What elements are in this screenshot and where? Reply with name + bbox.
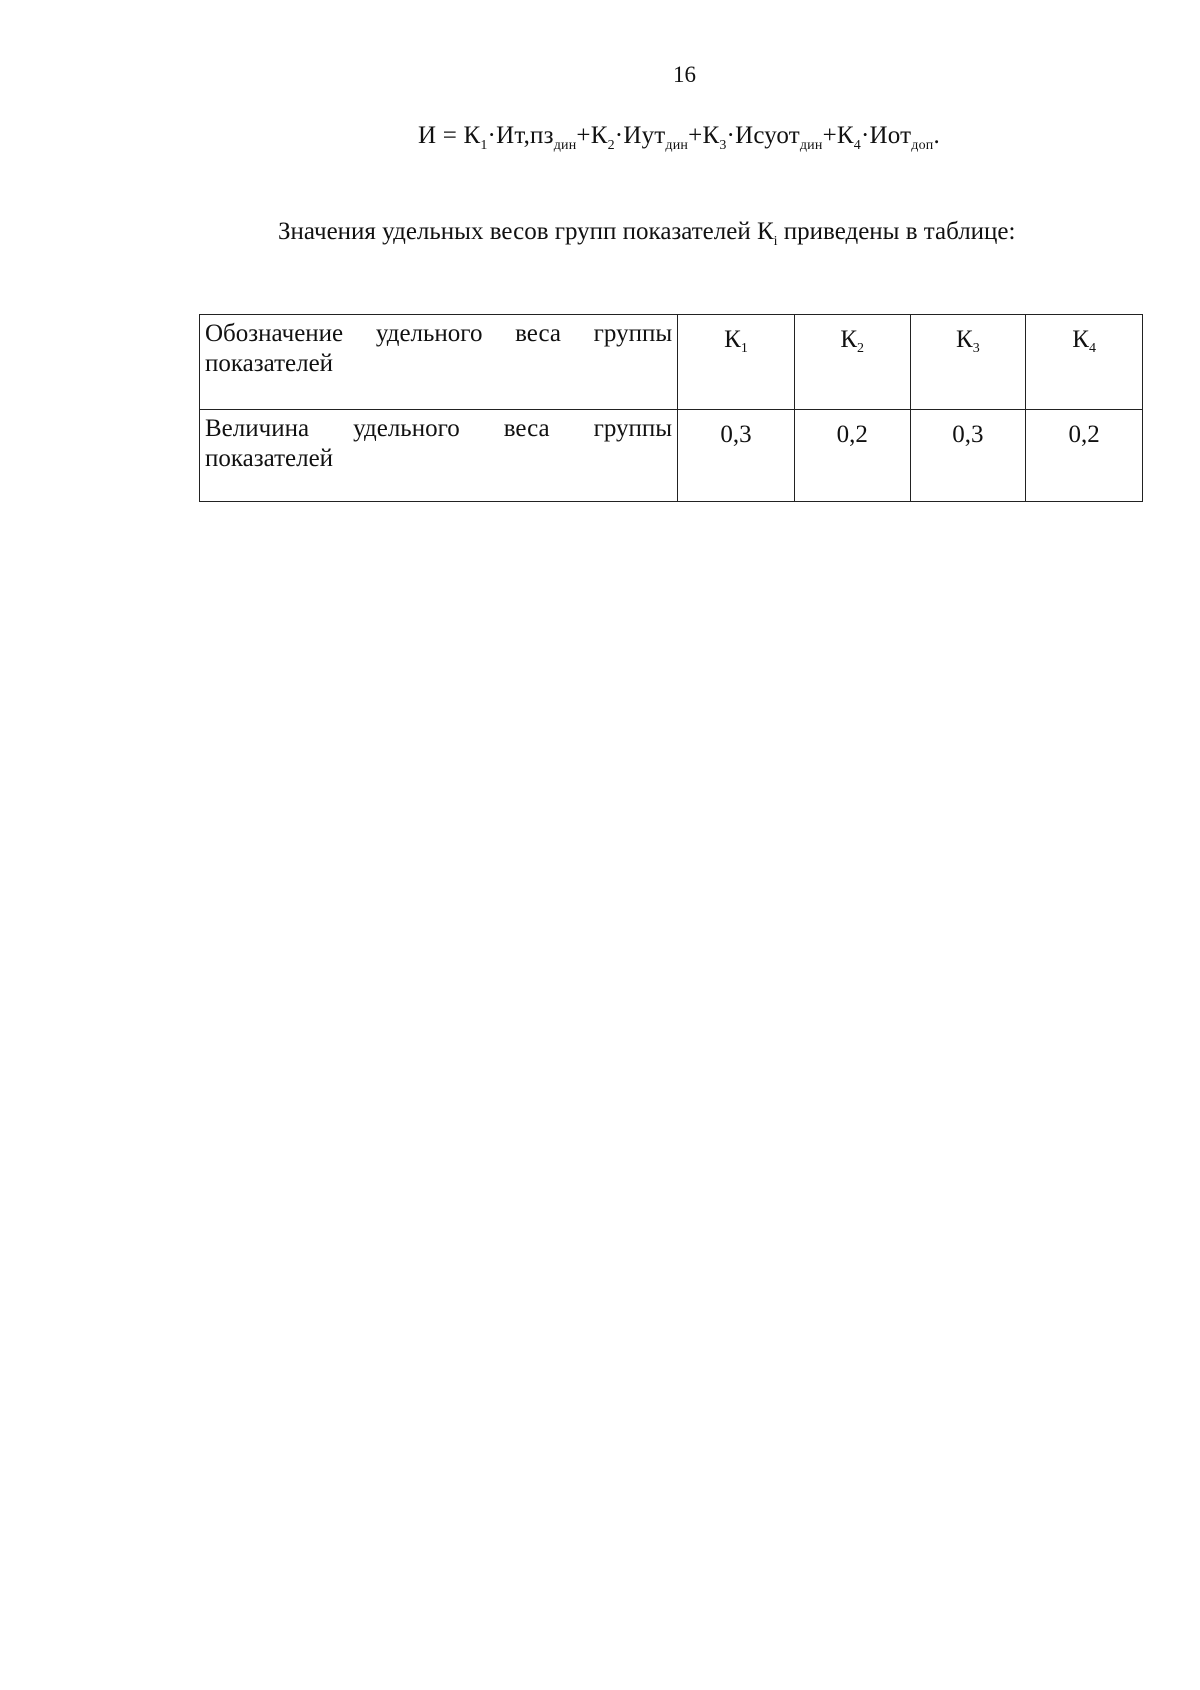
- table-row-designation: [200, 315, 1143, 410]
- formula-end: .: [933, 122, 940, 149]
- formula-term-3: Исуот: [735, 122, 800, 149]
- table-row-value: [200, 410, 1143, 502]
- row-label-designation-word: веса: [515, 320, 561, 347]
- value-k3: 0,3: [910, 410, 1026, 502]
- formula-k4-sub: 4: [853, 138, 861, 153]
- formula-dot-2: ·: [614, 122, 624, 149]
- header-k1-base: К: [724, 326, 741, 353]
- header-k2-base: К: [840, 326, 858, 353]
- formula-k1-sub: 1: [480, 138, 488, 153]
- row-label-value-word: веса: [503, 415, 550, 442]
- formula-dot-3: ·: [726, 122, 736, 149]
- header-k2: [794, 315, 910, 410]
- header-k3-base: К: [956, 326, 973, 353]
- formula-dot-4: ·: [860, 122, 870, 149]
- intro-text-before: Значения удельных весов групп показателей К: [278, 218, 774, 245]
- page-number: 16: [673, 62, 696, 87]
- row-label-designation-word: Обозначение: [205, 320, 344, 347]
- value-k2: 0,2: [794, 410, 910, 502]
- row-label-designation-word: удельного: [375, 320, 483, 347]
- formula-plus-1: +: [576, 122, 591, 149]
- value-k1: 0,3: [678, 410, 795, 502]
- header-k2-sub: 2: [857, 341, 865, 356]
- formula-dot-1: ·: [487, 122, 497, 149]
- header-k1: [678, 315, 795, 410]
- row-label-designation: [200, 315, 678, 410]
- formula-term-3-sub: дин: [799, 138, 823, 153]
- row-label-value-line2: показателей: [205, 445, 334, 472]
- formula-plus-2: +: [688, 122, 703, 149]
- formula-k1: К: [463, 122, 481, 149]
- header-k3: [910, 315, 1026, 410]
- formula-k3: К: [702, 122, 720, 149]
- row-label-value-line1: [205, 414, 672, 444]
- formula-term-4-sub: доп: [911, 138, 934, 153]
- header-k1-sub: 1: [740, 341, 748, 356]
- formula-plus-3: +: [822, 122, 837, 149]
- formula-k2: К: [590, 122, 608, 149]
- formula-term-1-sub: дин: [553, 138, 577, 153]
- header-k4-sub: 4: [1088, 341, 1096, 356]
- formula-k2-sub: 2: [607, 138, 615, 153]
- formula-term-4: Иот: [869, 122, 912, 149]
- intro-sub: i: [773, 234, 778, 249]
- intro-text-after: приведены в таблице:: [777, 218, 1016, 245]
- header-k3-sub: 3: [972, 341, 980, 356]
- row-label-value-word: удельного: [353, 415, 460, 442]
- intro-paragraph: [278, 218, 1016, 249]
- row-label-value-word: группы: [593, 415, 673, 442]
- formula-k4: К: [836, 122, 854, 149]
- formula-lhs: И =: [418, 122, 464, 149]
- formula: [418, 122, 940, 153]
- value-k4: 0,2: [1026, 410, 1143, 502]
- header-k4: [1026, 315, 1143, 410]
- formula-k3-sub: 3: [719, 138, 727, 153]
- weights-table: [199, 314, 1143, 502]
- header-k4-base: К: [1072, 326, 1089, 353]
- row-label-designation-line1: [205, 319, 672, 349]
- row-label-value-word: Величина: [205, 415, 310, 442]
- formula-term-1: Ит,пз: [496, 122, 554, 149]
- formula-term-2-sub: дин: [665, 138, 689, 153]
- row-label-value: [200, 410, 678, 502]
- row-label-designation-word: группы: [593, 320, 673, 347]
- formula-term-2: Иут: [623, 122, 666, 149]
- row-label-designation-line2: показателей: [205, 350, 334, 377]
